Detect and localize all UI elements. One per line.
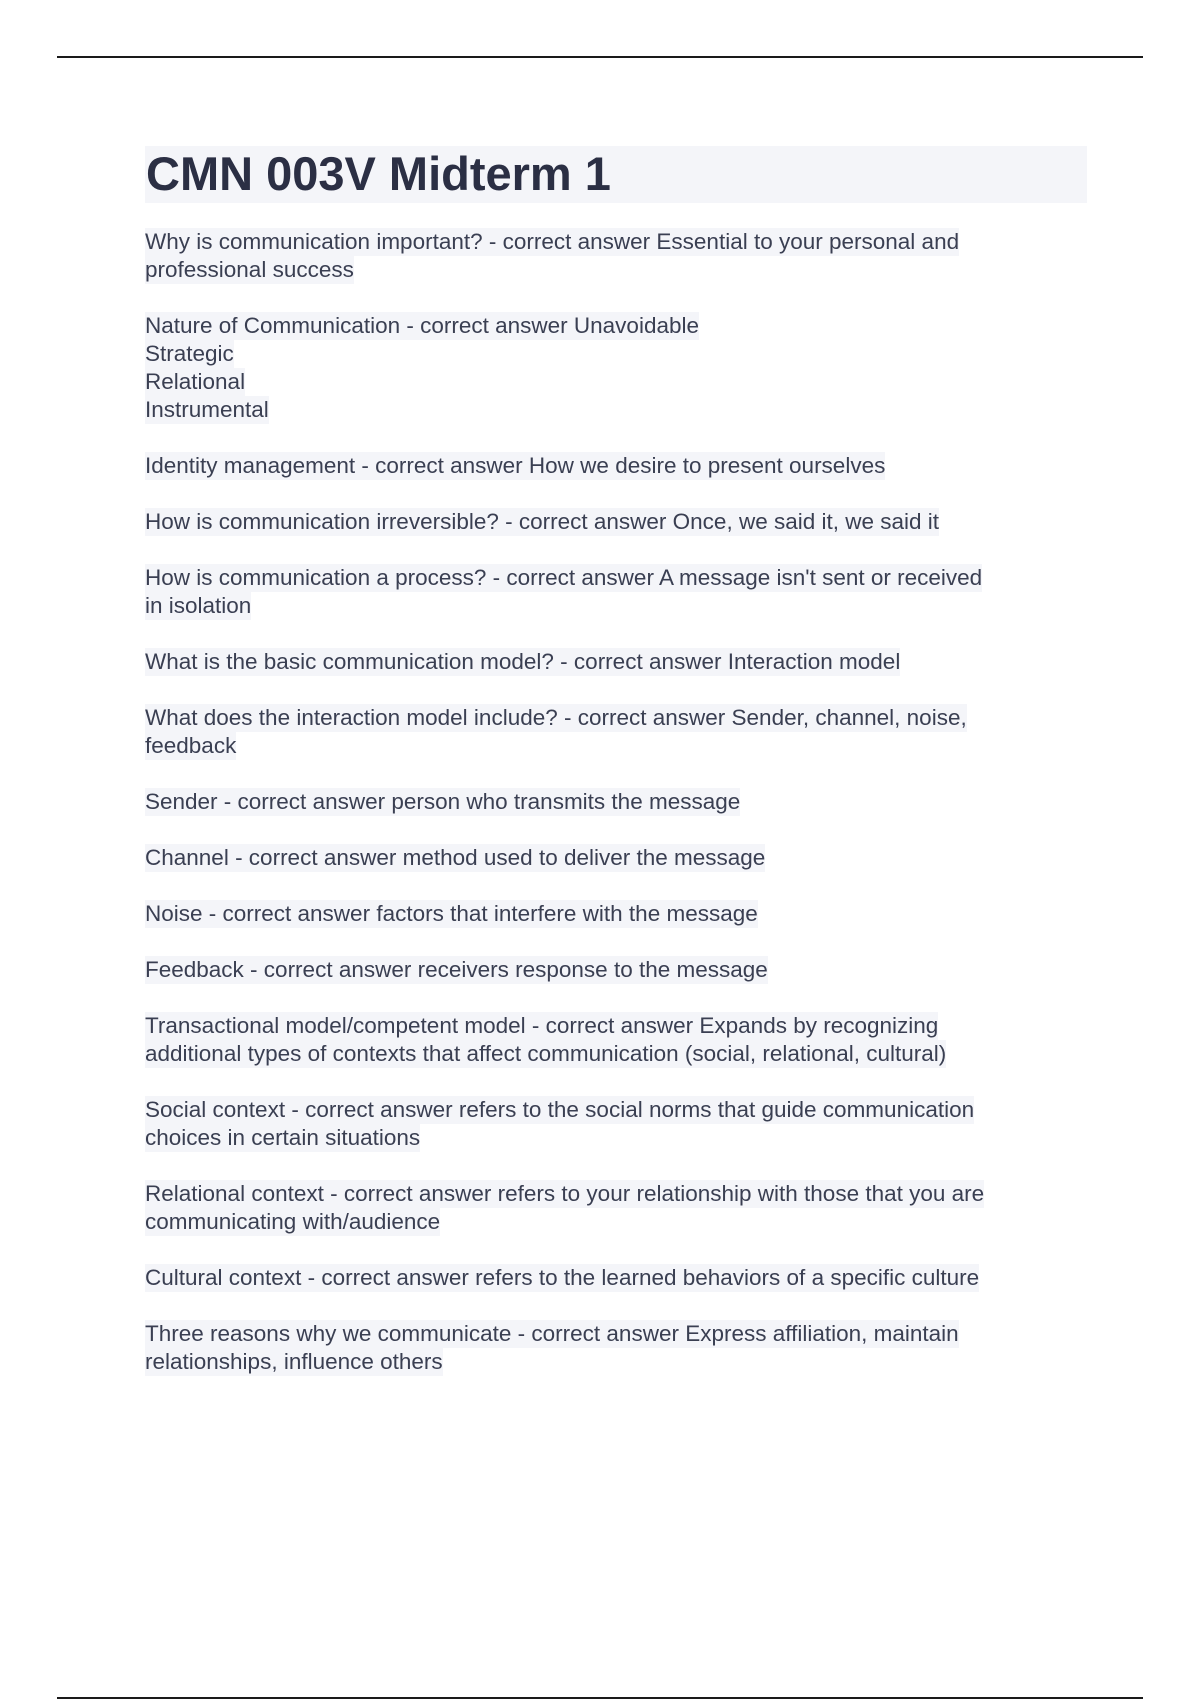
qa-item (145, 1096, 1095, 1152)
qa-line: Transactional model/competent model - correct answer Expands by recognizing (145, 1013, 939, 1038)
qa-line: Relational (145, 369, 246, 394)
qa-item (145, 508, 1095, 536)
qa-line: Nature of Communication - correct answer Unavoidable (145, 313, 699, 338)
qa-line: additional types of contexts that affect communication (social, relational, cultural) (145, 1041, 947, 1066)
page-title: CMN 003V Midterm 1 (146, 147, 611, 200)
qa-item (145, 704, 1095, 760)
qa-item (145, 1264, 1095, 1292)
qa-line: choices in certain situations (145, 1125, 421, 1150)
qa-item (145, 452, 1095, 480)
qa-line: feedback (145, 733, 237, 758)
qa-line: relationships, influence others (145, 1349, 443, 1374)
qa-item (145, 1012, 1095, 1068)
qa-line: Identity management - correct answer How we desire to present ourselves (145, 453, 886, 478)
qa-line: Instrumental (145, 397, 269, 422)
qa-item (145, 564, 1095, 620)
qa-line: Why is communication important? - correct answer Essential to your personal and (145, 229, 960, 254)
qa-item (145, 844, 1095, 872)
qa-item (145, 956, 1095, 984)
qa-item (145, 228, 1095, 284)
qa-item (145, 1320, 1095, 1376)
qa-line: Channel - correct answer method used to deliver the message (145, 845, 766, 870)
qa-line: Social context - correct answer refers to the social norms that guide communication (145, 1097, 975, 1122)
qa-line: Three reasons why we communicate - correct answer Express affiliation, maintain (145, 1321, 959, 1346)
qa-line: Feedback - correct answer receivers response to the message (145, 957, 768, 982)
qa-item (145, 788, 1095, 816)
qa-line: Cultural context - correct answer refers to the learned behaviors of a specific culture (145, 1265, 980, 1290)
qa-list (145, 228, 1095, 1404)
qa-item (145, 1180, 1095, 1236)
qa-item (145, 900, 1095, 928)
qa-line: What does the interaction model include? - correct answer Sender, channel, noise, (145, 705, 967, 730)
qa-line: communicating with/audience (145, 1209, 441, 1234)
qa-item (145, 312, 1095, 424)
qa-item (145, 648, 1095, 676)
qa-line: Strategic (145, 341, 234, 366)
qa-line: professional success (145, 257, 354, 282)
qa-line: How is communication irreversible? - correct answer Once, we said it, we said it (145, 509, 940, 534)
qa-line: Relational context - correct answer refers to your relationship with those that you are (145, 1181, 985, 1206)
bottom-divider (57, 1697, 1143, 1699)
qa-line: What is the basic communication model? - correct answer Interaction model (145, 649, 901, 674)
qa-line: Sender - correct answer person who transmits the message (145, 789, 741, 814)
top-divider (57, 56, 1143, 58)
qa-line: How is communication a process? - correct answer A message isn't sent or received (145, 565, 983, 590)
qa-line: Noise - correct answer factors that interfere with the message (145, 901, 758, 926)
qa-line: in isolation (145, 593, 252, 618)
